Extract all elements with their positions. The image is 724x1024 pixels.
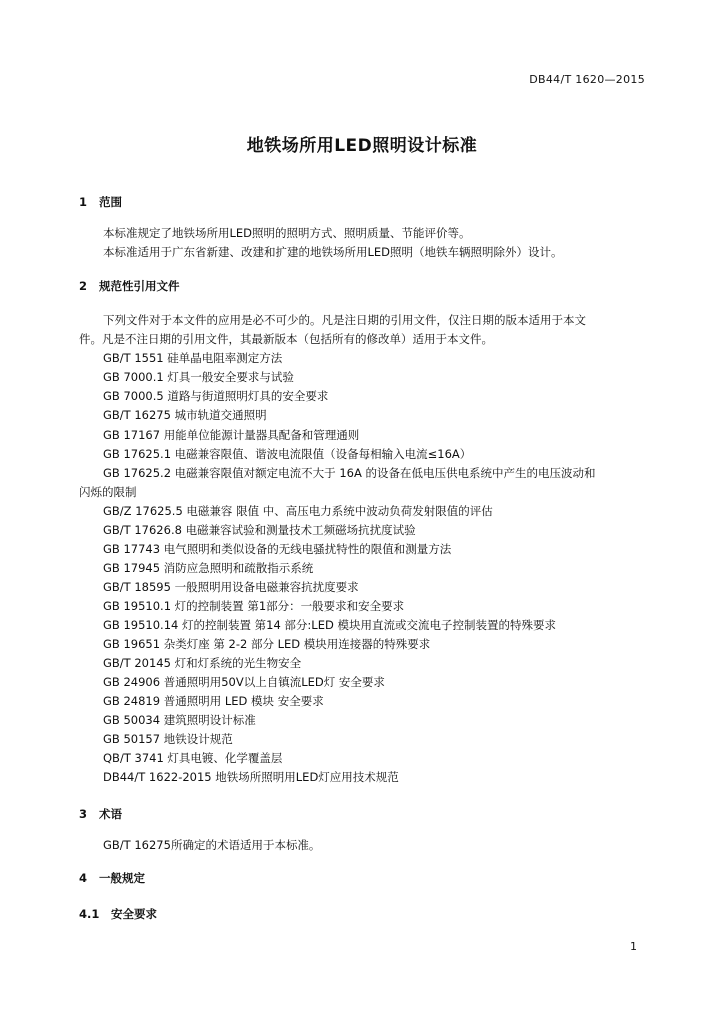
reference-item: GB 7000.5 道路与街道照明灯具的安全要求	[103, 389, 329, 403]
section-4-1-heading	[79, 906, 157, 922]
reference-item: GB 24819 普通照明用 LED 模块 安全要求	[103, 694, 324, 708]
reference-item: GB 17945 消防应急照明和疏散指示系统	[103, 561, 314, 575]
reference-item: GB 17625.2 电磁兼容限值对额定电流不大于 16A 的设备在低电压供电系统中产生的电压波动和	[103, 466, 596, 480]
reference-item: GB/T 20145 灯和灯系统的光生物安全	[103, 656, 302, 670]
refs-intro-line-1: 下列文件对于本文件的应用是必不可少的。凡是注日期的引用文件，仅注日期的版本适用于本文	[103, 313, 586, 327]
section-title: 一般规定	[99, 871, 145, 885]
scope-paragraph-2: 本标准适用于广东省新建、改建和扩建的地铁场所用LED照明（地铁车辆照明除外）设计。	[103, 245, 563, 259]
reference-item: GB 50034 建筑照明设计标准	[103, 713, 256, 727]
section-number: 4.1	[79, 907, 100, 921]
section-number: 2	[79, 279, 88, 293]
refs-intro-line-2: 件。凡是不注日期的引用文件，其最新版本（包括所有的修改单）适用于本文件。	[79, 332, 493, 346]
reference-item: GB 17743 电气照明和类似设备的无线电骚扰特性的限值和测量方法	[103, 542, 452, 556]
section-title: 范围	[99, 195, 122, 209]
reference-item: GB 19510.14 灯的控制装置 第14 部分:LED 模块用直流或交流电子控制装置的特殊要求	[103, 618, 556, 632]
reference-item: GB 19651 杂类灯座 第 2-2 部分 LED 模块用连接器的特殊要求	[103, 637, 431, 651]
reference-item: DB44/T 1622-2015 地铁场所照明用LED灯应用技术规范	[103, 770, 399, 784]
reference-item: GB/T 1551 硅单晶电阻率测定方法	[103, 351, 283, 365]
section-title: 术语	[99, 807, 122, 821]
document-title: 地铁场所用LED照明设计标准	[246, 136, 478, 156]
section-number: 4	[79, 871, 88, 885]
section-2-heading	[79, 278, 180, 294]
section-number: 3	[79, 807, 88, 821]
reference-item: QB/T 3741 灯具电镀、化学覆盖层	[103, 751, 283, 765]
reference-item: GB 50157 地铁设计规范	[103, 732, 233, 746]
document-code: DB44/T 1620—2015	[529, 73, 645, 86]
section-1-heading	[79, 194, 122, 210]
reference-item-continuation: 闪烁的限制	[79, 485, 137, 499]
section-title: 安全要求	[111, 907, 157, 921]
reference-item: GB/Z 17625.5 电磁兼容 限值 中、高压电力系统中波动负荷发射限值的评估	[103, 504, 493, 518]
reference-item: GB/T 18595 一般照明用设备电磁兼容抗扰度要求	[103, 580, 359, 594]
section-4-heading	[79, 870, 145, 886]
section-3-heading	[79, 806, 122, 822]
page-number: 1	[630, 940, 637, 953]
reference-item: GB 19510.1 灯的控制装置 第1部分：一般要求和安全要求	[103, 599, 405, 613]
section-title: 规范性引用文件	[99, 279, 180, 293]
reference-item: GB 17625.1 电磁兼容限值、谐波电流限值（设备每相输入电流≤16A）	[103, 447, 472, 461]
reference-item: GB/T 17626.8 电磁兼容试验和测量技术工频磁场抗扰度试验	[103, 523, 416, 537]
reference-item: GB 24906 普通照明用50V以上自镇流LED灯 安全要求	[103, 675, 385, 689]
reference-item: GB 17167 用能单位能源计量器具配备和管理通则	[103, 428, 360, 442]
scope-paragraph-1: 本标准规定了地铁场所用LED照明的照明方式、照明质量、节能评价等。	[103, 226, 471, 240]
reference-item: GB/T 16275 城市轨道交通照明	[103, 408, 267, 422]
reference-item: GB 7000.1 灯具一般安全要求与试验	[103, 370, 294, 384]
terms-paragraph: GB/T 16275所确定的术语适用于本标准。	[103, 838, 321, 852]
section-number: 1	[79, 195, 88, 209]
